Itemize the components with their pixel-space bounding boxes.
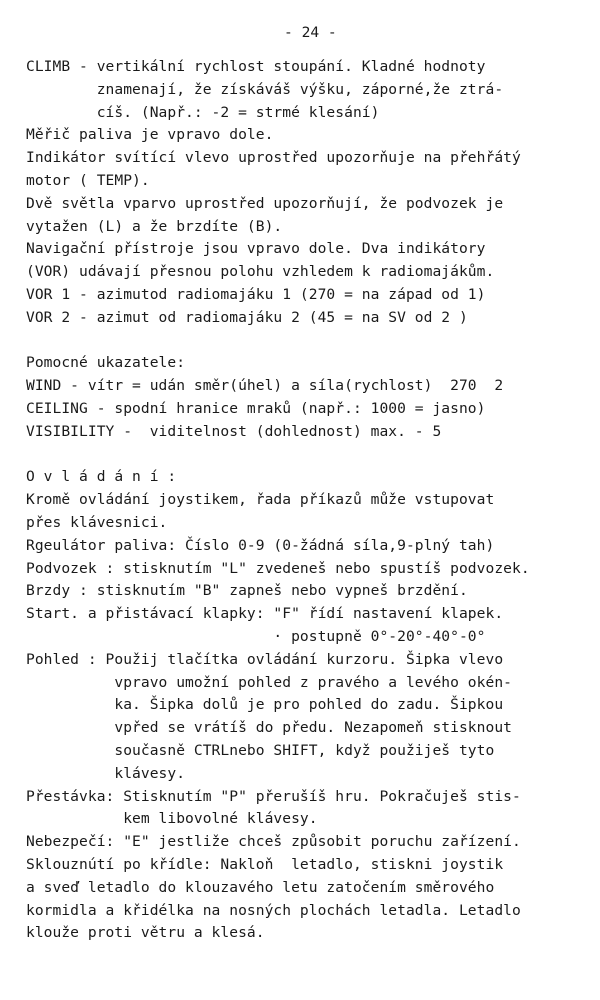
text-line: O v l á d á n í : — [26, 468, 177, 486]
text-line: (VOR) udávají přesnou polohu vzhledem k radiomajákům. — [26, 263, 495, 281]
text-line: Kromě ovládání joystikem, řada příkazů může vstupovat — [26, 491, 495, 509]
page-number: - 24 - — [284, 24, 337, 41]
text-line: vytažen (L) a že brzdíte (B). — [26, 217, 283, 235]
text-line: Sklouznútí po křídle: Nakloň letadlo, stiskni joystik — [26, 856, 504, 873]
text-line: klávesy. — [26, 764, 186, 782]
text-line: Rgeulátor paliva: Číslo 0-9 (0-žádná síla,9-plný tah) — [26, 536, 495, 554]
text-line: Přestávka: Stisknutím "P" přerušíš hru. Pokračuješ stis- — [26, 787, 521, 805]
text-line: cíš. (Např.: -2 = strmé klesání) — [26, 103, 380, 121]
text-line: Pomocné ukazatele: — [26, 354, 186, 372]
text-line: vpravo umožní pohled z pravého a levého okén- — [26, 673, 512, 691]
text-line: kem libovolné klávesy. — [26, 810, 318, 828]
text-line: WIND - vítr = udán směr(úhel) a síla(rychlost) 270 2 — [26, 377, 504, 395]
text-line: Měřič paliva je vpravo dole. — [26, 126, 274, 144]
text-line: Indikátor svítící vlevo uprostřed upozorňuje na přehřátý — [26, 149, 521, 167]
text-line: VOR 2 - azimut od radiomajáku 2 (45 = na SV od 2 ) — [26, 308, 468, 326]
text-line: ka. Šipka dolů je pro pohled do zadu. Šipkou — [26, 696, 504, 714]
text-line: přes klávesnici. — [26, 514, 168, 531]
text-line: současně CTRLnebo SHIFT, když použiješ tyto — [26, 742, 495, 759]
text-line: · postupně 0°-20°-40°-0° — [26, 628, 486, 645]
text-line: Pohled : Použij tlačítka ovládání kurzoru. Šipka vlevo — [26, 650, 504, 668]
text-line: znamenají, že získáváš výšku, záporné,že ztrá- — [26, 80, 504, 98]
text-line: Dvě světla vparvo uprostřed upozorňují, že podvozek je — [26, 194, 504, 212]
text-line: Navigační přístroje jsou vpravo dole. Dva indikátory — [26, 240, 486, 258]
text-line: klouže proti větru a klesá. — [26, 924, 265, 942]
text-line: a sveď letadlo do klouzavého letu zatočením směrového — [26, 878, 495, 896]
text-line: vpřed se vrátíš do předu. Nezapomeň stisknout — [26, 719, 512, 737]
text-line: kormidla a křidélka na nosných plochách letadla. Letadlo — [26, 901, 521, 919]
text-line: VISIBILITY - viditelnost (dohlednost) max. - 5 — [26, 422, 442, 440]
text-line: motor ( TEMP). — [26, 172, 150, 189]
text-line: Nebezpečí: "E" jestliže chceš způsobit poruchu zařízení. — [26, 833, 521, 851]
text-line: CLIMB - vertikální rychlost stoupání. Kladné hodnoty — [26, 58, 486, 75]
text-line: VOR 1 - azimutod radiomajáku 1 (270 = na západ od 1) — [26, 286, 486, 303]
text-line: Start. a přistávací klapky: "F" řídí nastavení klapek. — [26, 605, 504, 623]
text-line: Podvozek : stisknutím "L" zvedeneš nebo spustíš podvozek. — [26, 559, 530, 577]
text-line: CEILING - spodní hranice mraků (např.: 1000 = jasno) — [26, 400, 486, 417]
text-line: Brzdy : stisknutím "B" zapneš nebo vypneš brzdění. — [26, 582, 468, 600]
